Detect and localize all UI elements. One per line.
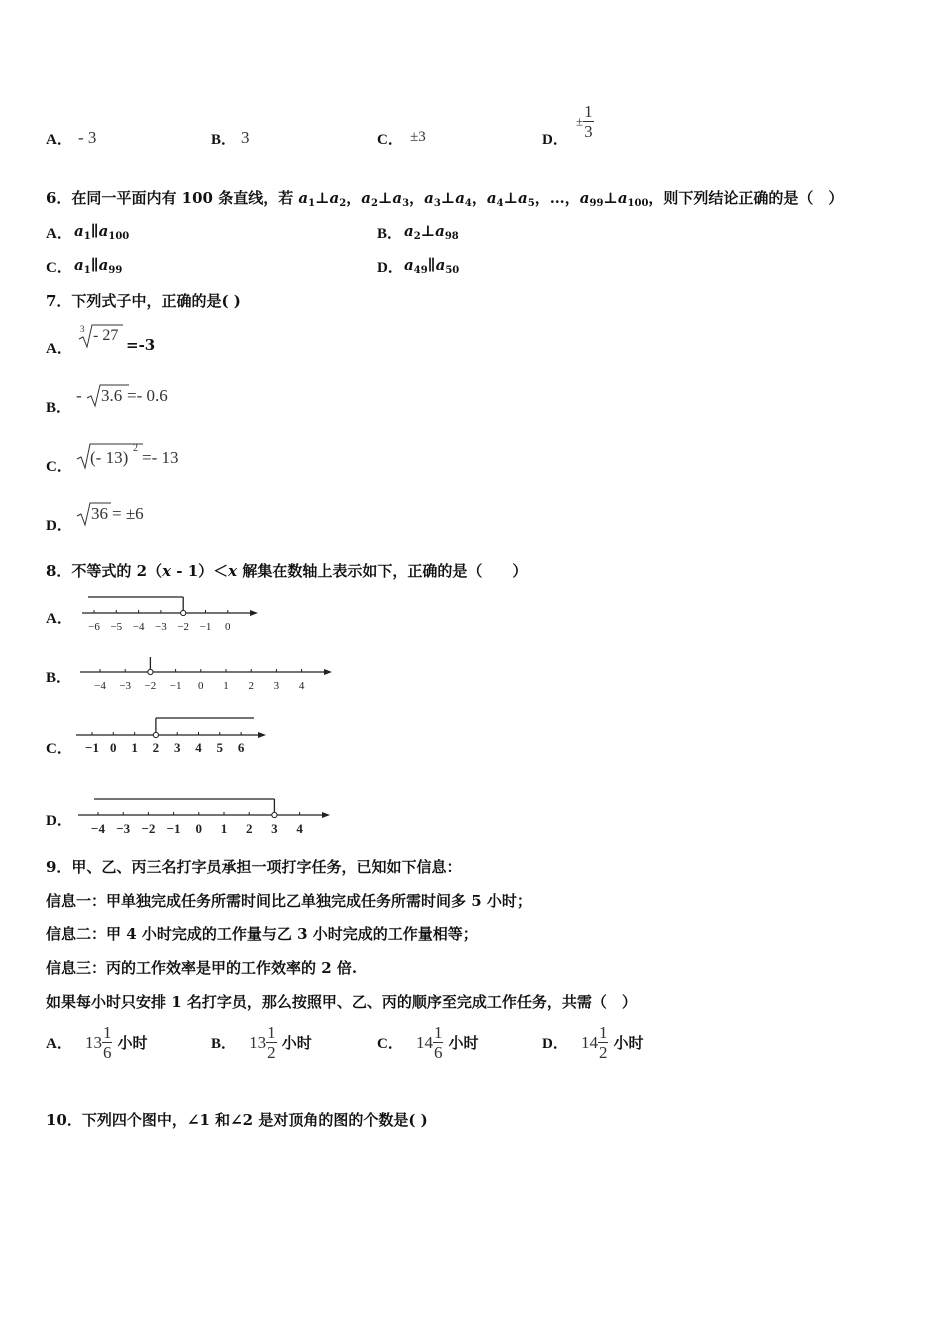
variable: a: [298, 189, 309, 207]
subscript: 1: [83, 265, 91, 276]
q7-option-c-rhs: =- 13: [142, 448, 179, 467]
tick-label: −1: [166, 821, 181, 836]
subscript: 100: [627, 198, 649, 209]
tick-label: 2: [152, 740, 160, 755]
variable: a: [404, 222, 414, 240]
open-circle-endpoint: [272, 812, 277, 817]
variable: a: [617, 189, 628, 207]
arrow-head: [322, 812, 330, 818]
unit-hours: 小时: [613, 1034, 644, 1052]
fraction: [598, 1024, 609, 1061]
relation: [74, 256, 122, 274]
tick-label: 0: [195, 821, 203, 836]
tick-label: 4: [195, 740, 202, 755]
q7-option-b-label: B．: [46, 400, 72, 416]
tick-label: −4: [91, 821, 105, 836]
q6-relation-chain: [298, 189, 648, 207]
separator: ，: [409, 189, 425, 207]
variable-x: x: [162, 562, 172, 580]
fraction-numerator: 1: [584, 102, 593, 121]
relation: [424, 189, 472, 207]
q9-option-a: [46, 1024, 148, 1061]
variable: a: [455, 189, 465, 207]
q6-option-b-relation: [404, 222, 459, 242]
fraction: [583, 103, 594, 140]
tick-label: 6: [237, 740, 245, 755]
variable: a: [98, 222, 109, 240]
option-label: B．: [211, 1036, 237, 1052]
variable: a: [435, 222, 445, 240]
subscript: 98: [444, 231, 459, 242]
subscript: 4: [464, 198, 472, 209]
tick-label: 3: [173, 740, 181, 755]
tick-label: 4: [296, 821, 303, 836]
q5-option-c-value: ±3: [410, 129, 426, 145]
q8-option-d-label: D．: [46, 813, 72, 829]
tick-label: 0: [198, 680, 204, 692]
tick-label: −1: [199, 621, 212, 633]
fraction-numerator: 1: [598, 1023, 608, 1042]
fraction: [433, 1024, 444, 1061]
tick-label: 1: [223, 680, 229, 692]
relation: [487, 189, 535, 207]
fraction-denominator: 6: [102, 1043, 112, 1062]
variable: a: [329, 189, 340, 207]
q9-info-3: 信息三：丙的工作效率是甲的工作效率的 2 倍.: [46, 959, 358, 977]
variable: a: [435, 256, 446, 274]
q10-stem: 10．下列四个图中，∠1 和∠2 是对顶角的图的个数是( ): [46, 1111, 428, 1129]
subscript: 5: [527, 198, 535, 209]
q7-option-d-label: D．: [46, 518, 72, 534]
arrow-head: [258, 732, 266, 738]
q8-stem-text-c: 解集在数轴上表示如下，正确的是（ ）: [237, 562, 528, 580]
option-label: C．: [377, 1036, 403, 1052]
variable: a: [486, 189, 497, 207]
open-circle-endpoint: [153, 732, 158, 737]
unit-hours: 小时: [117, 1034, 148, 1052]
q5-option-c-label: C．: [377, 132, 403, 148]
q9-option-d: [542, 1024, 644, 1061]
q5-option-d-label: D．: [542, 132, 568, 148]
subscript: 100: [108, 231, 130, 242]
fraction-denominator: 6: [433, 1043, 443, 1062]
mixed-number-whole: 14: [415, 1032, 433, 1052]
variable: a: [404, 256, 414, 274]
variable: …: [549, 189, 565, 207]
tick-label: 0: [225, 621, 231, 633]
tick-label: 3: [271, 821, 278, 836]
subscript: 99: [589, 198, 604, 209]
tick-label: 1: [131, 740, 138, 755]
mixed-number-whole: 13: [249, 1032, 267, 1052]
subscript: 2: [370, 198, 378, 209]
mixed-number-whole: 14: [580, 1032, 598, 1052]
relation-symbol: ∥: [90, 256, 99, 274]
tick-label: 1: [220, 821, 228, 836]
q8-option-c-label: C．: [46, 741, 72, 757]
relation: [298, 189, 346, 207]
q8-option-b-number-line: [78, 652, 334, 696]
q6-option-c-label: C．: [46, 260, 72, 276]
q6-option-d-label: D．: [377, 260, 403, 276]
relation-symbol: ∥: [90, 222, 99, 240]
q7-stem: 7．下列式子中，正确的是( ): [46, 292, 241, 310]
q6-stem-text-a: 6．在同一平面内有 100 条直线，若: [46, 189, 299, 207]
subscript: 2: [413, 231, 421, 242]
tick-label: −4: [94, 680, 106, 692]
q7-option-d-rhs: = ±6: [112, 504, 144, 523]
tick-label: −6: [88, 621, 100, 633]
q9-info-1: 信息一：甲单独完成任务所需时间比乙单独完成任务所需时间多 5 小时；: [46, 892, 532, 910]
variable: a: [392, 189, 403, 207]
q6-stem-text-b: ，则下列结论正确的是（ ）: [648, 189, 844, 207]
q9-question: 如果每小时只安排 1 名打字员，那么按照甲、乙、丙的顺序至完成工作任务，共需（ ）: [46, 993, 637, 1011]
q5-option-b-label: B．: [211, 132, 237, 148]
arrow-head: [250, 610, 258, 616]
radicand: (- 13): [90, 448, 129, 467]
variable: a: [74, 222, 84, 240]
q9-info-2: 信息二：甲 4 小时完成的工作量与乙 3 小时完成的工作量相等；: [46, 925, 478, 943]
subscript: 50: [445, 265, 460, 276]
variable-x: x: [228, 562, 238, 580]
tick-label: −3: [119, 680, 132, 692]
open-circle-endpoint: [181, 610, 186, 615]
variable: a: [74, 256, 84, 274]
variable: a: [424, 189, 434, 207]
fraction-denominator: 2: [598, 1043, 608, 1062]
subscript: 2: [339, 198, 347, 209]
tick-label: 2: [245, 821, 253, 836]
q8-option-a-number-line: [80, 592, 260, 636]
relation-symbol: ⊥: [440, 189, 456, 207]
subscript: 1: [83, 231, 91, 242]
subscript: 1: [308, 198, 316, 209]
q7-option-b-rhs: =- 0.6: [127, 386, 168, 405]
radicand: 36: [91, 504, 108, 523]
relation: [404, 222, 459, 240]
q8-stem-text-b: - 1）＜: [171, 562, 229, 580]
fraction-denominator: 2: [267, 1043, 276, 1062]
tick-label: 4: [298, 680, 305, 692]
tick-label: 3: [273, 680, 280, 692]
tick-label: 0: [110, 740, 117, 755]
q8-stem-text-a: 8．不等式的 2（: [46, 562, 163, 580]
q8-option-a-label: A．: [46, 611, 72, 627]
q9-option-c: [377, 1024, 479, 1061]
q7-option-a-expr: [76, 322, 156, 354]
q7-option-c-label: C．: [46, 459, 72, 475]
tick-label: −1: [169, 680, 182, 692]
q6-option-a-relation: [74, 222, 129, 242]
relation-symbol: ⊥: [315, 189, 330, 207]
relation-symbol: ⊥: [420, 222, 436, 240]
q6-option-d-relation: [404, 256, 459, 276]
subscript: 49: [413, 265, 428, 276]
mixed-number-whole: 13: [84, 1032, 102, 1052]
relation: [404, 256, 459, 274]
open-circle-endpoint: [148, 669, 153, 674]
tick-label: −1: [85, 740, 99, 755]
unit-hours: 小时: [448, 1034, 479, 1052]
q5-option-b-value: 3: [241, 128, 250, 147]
fraction-numerator: 1: [267, 1023, 276, 1042]
fraction-numerator: 1: [102, 1023, 112, 1042]
q6-stem: [46, 187, 843, 209]
subscript: 3: [433, 198, 441, 209]
tick-label: 2: [248, 680, 254, 692]
separator: ，: [346, 189, 362, 207]
q9-option-b: [211, 1024, 312, 1061]
variable: a: [518, 189, 528, 207]
tick-label: −2: [141, 821, 156, 836]
q8-stem: [46, 560, 527, 581]
relation-symbol: ∥: [427, 256, 436, 274]
option-label: A．: [46, 1036, 72, 1052]
tick-label: −3: [116, 821, 131, 836]
relation-symbol: ⊥: [503, 189, 519, 207]
tick-label: 5: [216, 740, 224, 755]
subscript: 4: [496, 198, 504, 209]
tick-label: −2: [177, 621, 190, 633]
relation: [550, 189, 565, 207]
radicand: - 27: [93, 327, 119, 344]
separator: ，: [471, 189, 487, 207]
q8-option-c-number-line: [74, 711, 268, 757]
separator: ，: [534, 189, 550, 207]
q8-option-d-number-line: [76, 793, 332, 839]
relation-symbol: ⊥: [603, 189, 618, 207]
variable: a: [98, 256, 109, 274]
q6-option-b-label: B．: [377, 226, 403, 242]
exponent: 2: [133, 443, 138, 454]
fraction-numerator: 1: [433, 1023, 443, 1042]
variable: a: [361, 189, 371, 207]
subscript: 3: [402, 198, 410, 209]
q5-option-a-value: - 3: [78, 128, 97, 147]
q6-option-a-label: A．: [46, 226, 72, 242]
relation: [580, 189, 649, 207]
unit-hours: 小时: [281, 1034, 312, 1052]
plus-minus-sign: ±: [576, 113, 584, 129]
tick-label: −5: [110, 621, 123, 633]
radicand: 3.6: [101, 386, 123, 405]
q8-option-b-label: B．: [46, 670, 72, 686]
root-index: 3: [80, 324, 85, 334]
tick-label: −4: [132, 621, 145, 633]
fraction: [266, 1024, 277, 1061]
fraction-denominator: 3: [584, 122, 593, 141]
relation: [361, 189, 409, 207]
q9-stem: 9．甲、乙、丙三名打字员承担一项打字任务，已知如下信息：: [46, 858, 462, 876]
q5-option-d-value: [576, 103, 594, 140]
q5-option-a-label: A．: [46, 132, 72, 148]
q6-option-c-relation: [74, 256, 122, 276]
relation: [74, 222, 129, 240]
subscript: 99: [108, 265, 123, 276]
variable: a: [579, 189, 590, 207]
tick-label: −2: [144, 680, 157, 692]
separator: ，: [564, 189, 580, 207]
q7-option-a-label: A．: [46, 341, 72, 357]
q7-option-a-rhs: =-3: [126, 336, 156, 354]
fraction: [102, 1024, 113, 1061]
option-label: D．: [542, 1036, 568, 1052]
arrow-head: [324, 669, 332, 675]
tick-label: −3: [155, 621, 167, 633]
relation-symbol: ⊥: [377, 189, 393, 207]
minus-sign: -: [76, 386, 82, 405]
